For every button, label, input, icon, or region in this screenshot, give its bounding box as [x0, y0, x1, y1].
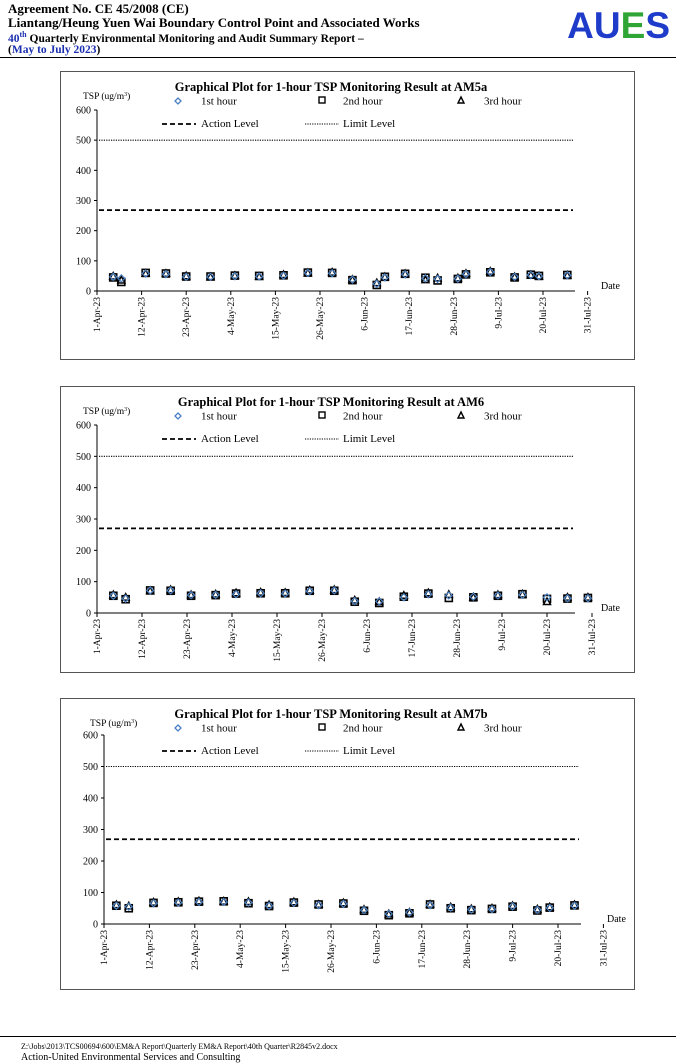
x-tick-label: 12-Apr-23 — [137, 297, 148, 337]
x-tick-label: 31-Jul-23 — [599, 930, 610, 967]
legend-marker-2nd-hour — [319, 412, 325, 418]
report-header — [4, 0, 672, 58]
y-tick-label: 300 — [83, 825, 98, 836]
x-axis-label: Date — [601, 281, 620, 292]
x-tick-label: 15-May-23 — [273, 619, 283, 662]
chart-title: Graphical Plot for 1-hour TSP Monitoring Result at AM7b — [174, 707, 488, 721]
y-tick-label: 100 — [76, 256, 91, 268]
legend-label-3rd-hour: 3rd hour — [484, 95, 522, 108]
y-tick-label: 400 — [76, 165, 91, 177]
chart-am6 — [60, 386, 635, 673]
x-tick-label: 4-May-23 — [236, 930, 247, 968]
y-tick-label: 300 — [76, 196, 91, 207]
header-rule — [0, 57, 676, 58]
chart-1-group — [76, 395, 620, 662]
x-tick-label: 1-Apr-23 — [100, 930, 110, 966]
y-tick-label: 400 — [83, 793, 98, 805]
y-tick-label: 500 — [76, 451, 91, 463]
legend-label-action-level: Action Level — [201, 745, 259, 757]
x-tick-label: 26-May-23 — [316, 297, 326, 340]
x-tick-label: 26-May-23 — [318, 619, 328, 662]
x-tick-label: 26-May-23 — [327, 930, 337, 973]
chart-2-group — [83, 707, 626, 973]
x-tick-label: 6-Jun-23 — [363, 619, 373, 653]
legend-label-2nd-hour: 2nd hour — [343, 95, 383, 108]
legend-marker-1st-hour — [175, 98, 181, 104]
y-axis-label-close: ) — [127, 407, 131, 417]
y-tick-label: 500 — [83, 762, 98, 773]
chart-legend — [162, 723, 522, 758]
x-tick-label: 6-Jun-23 — [372, 930, 383, 964]
x-tick-label: 28-Jun-23 — [463, 930, 474, 969]
legend-marker-2nd-hour — [319, 724, 325, 730]
y-tick-label: 600 — [83, 730, 98, 742]
legend-marker-3rd-hour — [458, 724, 464, 730]
report-number-suffix: th — [19, 30, 27, 39]
x-tick-label: 12-Apr-23 — [138, 619, 148, 659]
legend-label-2nd-hour: 2nd hour — [343, 722, 383, 735]
y-axis-label: TSP $(ug/m^3)$ — [83, 407, 131, 417]
chart-am5a — [60, 71, 635, 360]
data-points — [110, 586, 592, 606]
chart-title: Graphical Plot for 1-hour TSP Monitoring Result at AM6 — [177, 395, 485, 409]
legend-label-3rd-hour: 3rd hour — [484, 722, 522, 735]
x-tick-label: 15-May-23 — [281, 930, 292, 973]
legend-marker-1st-hour — [175, 725, 181, 731]
x-tick-label: 20-Jul-23 — [539, 297, 549, 334]
y-axis-label-superscript: 3 — [124, 407, 128, 413]
y-tick-label: 600 — [76, 105, 91, 117]
y-axis-label-close: ) — [134, 719, 138, 729]
period-text: May to July 2023 — [11, 44, 97, 56]
y-axis-label: TSP $(ug/m^3)$ — [83, 92, 131, 102]
chart-am7b — [60, 698, 635, 990]
legend-marker-1st-hour — [175, 413, 181, 419]
x-tick-label: 17-Jun-23 — [408, 619, 418, 658]
data-points — [110, 268, 571, 289]
legend-label-action-level: Action Level — [201, 118, 259, 130]
x-tick-label: 31-Jul-23 — [583, 297, 594, 334]
legend-marker-3rd-hour — [458, 412, 464, 418]
y-tick-label: 600 — [76, 420, 91, 432]
x-tick-label: 6-Jun-23 — [360, 297, 371, 331]
x-tick-label: 1-Apr-23 — [93, 619, 103, 655]
x-tick-label: 15-May-23 — [271, 297, 282, 340]
y-tick-label: 200 — [83, 856, 98, 868]
report-title-text: Quarterly Environmental Monitoring and Audit Summary Report – — [26, 32, 364, 45]
x-tick-label: 23-Apr-23 — [182, 297, 193, 337]
aues-logo — [567, 6, 670, 46]
period-open: ( — [8, 44, 12, 56]
legend-marker-2nd-hour — [319, 97, 325, 103]
legend-label-action-level: Action Level — [201, 433, 259, 445]
agreement-number: Agreement No. CE 45/2008 (CE) — [8, 1, 189, 16]
data-points — [113, 897, 578, 918]
chart-am6-svg — [61, 387, 634, 672]
project-title: Liantang/Heung Yuen Wai Boundary Control Point and Associated Works — [8, 15, 420, 30]
legend-label-limit-level: Limit Level — [343, 118, 396, 130]
x-tick-label: 23-Apr-23 — [183, 619, 193, 659]
y-tick-label: 100 — [83, 888, 98, 899]
x-tick-label: 28-Jun-23 — [453, 619, 463, 658]
chart-am5a-svg — [61, 72, 634, 359]
y-axis-label: TSP $(ug/m^3)$ — [90, 719, 138, 729]
x-axis-label: Date — [607, 914, 626, 925]
x-tick-label: 17-Jun-23 — [417, 930, 428, 969]
x-tick-label: 31-Jul-23 — [588, 619, 598, 656]
x-tick-label: 9-Jul-23 — [494, 297, 505, 329]
y-axis-label-superscript: 3 — [124, 92, 128, 98]
logo-part-au: AU — [567, 5, 621, 46]
legend-label-1st-hour: 1st hour — [201, 722, 237, 735]
chart-0-group — [76, 80, 620, 340]
footer-file-path: Z:\Jobs\2013\TCS00694\600\EM&A Report\Quarterly EM&A Report\40th Quarter\R2845v2.docx — [21, 1042, 338, 1051]
y-tick-label: 100 — [76, 577, 91, 589]
y-tick-label: 0 — [86, 608, 91, 620]
legend-label-1st-hour: 1st hour — [201, 95, 237, 108]
period-close: ) — [96, 44, 101, 56]
y-tick-label: 500 — [76, 135, 91, 147]
x-tick-label: 28-Jun-23 — [449, 297, 460, 336]
logo-part-s: S — [645, 5, 670, 46]
legend-label-limit-level: Limit Level — [343, 433, 396, 445]
report-title — [8, 30, 364, 45]
x-tick-label: 20-Jul-23 — [543, 619, 553, 656]
chart-legend — [162, 411, 522, 446]
x-axis-label: Date — [601, 603, 620, 614]
legend-label-2nd-hour: 2nd hour — [343, 410, 383, 423]
y-tick-label: 400 — [76, 483, 91, 495]
x-tick-label: 12-Apr-23 — [145, 930, 156, 970]
y-tick-label: 0 — [93, 919, 98, 931]
chart-legend — [162, 96, 522, 131]
y-tick-label: 200 — [76, 226, 91, 238]
x-tick-label: 17-Jun-23 — [405, 297, 416, 336]
y-axis-label-superscript: 3 — [131, 719, 135, 725]
y-tick-label: 0 — [86, 286, 91, 298]
legend-label-1st-hour: 1st hour — [201, 410, 237, 423]
legend-label-3rd-hour: 3rd hour — [484, 410, 522, 423]
report-period — [8, 44, 100, 56]
x-tick-label: 9-Jul-23 — [498, 619, 508, 651]
legend-marker-3rd-hour — [458, 97, 464, 103]
x-tick-label: 4-May-23 — [226, 297, 237, 335]
legend-label-limit-level: Limit Level — [343, 745, 396, 757]
report-number: 40 — [8, 32, 20, 45]
x-tick-label: 9-Jul-23 — [508, 930, 519, 962]
footer-rule — [0, 1036, 676, 1037]
y-axis-label-close: ) — [127, 92, 131, 102]
x-tick-label: 20-Jul-23 — [554, 930, 564, 967]
chart-title: Graphical Plot for 1-hour TSP Monitoring Result at AM5a — [174, 80, 488, 94]
logo-part-e: E — [620, 5, 646, 46]
x-tick-label: 1-Apr-23 — [93, 297, 103, 333]
x-tick-label: 4-May-23 — [228, 619, 238, 657]
y-tick-label: 200 — [76, 545, 91, 557]
y-tick-label: 300 — [76, 514, 91, 526]
footer-organisation: Action-United Environmental Services and Consulting — [21, 1052, 241, 1063]
x-tick-label: 23-Apr-23 — [190, 930, 201, 970]
chart-am7b-svg — [61, 699, 634, 989]
